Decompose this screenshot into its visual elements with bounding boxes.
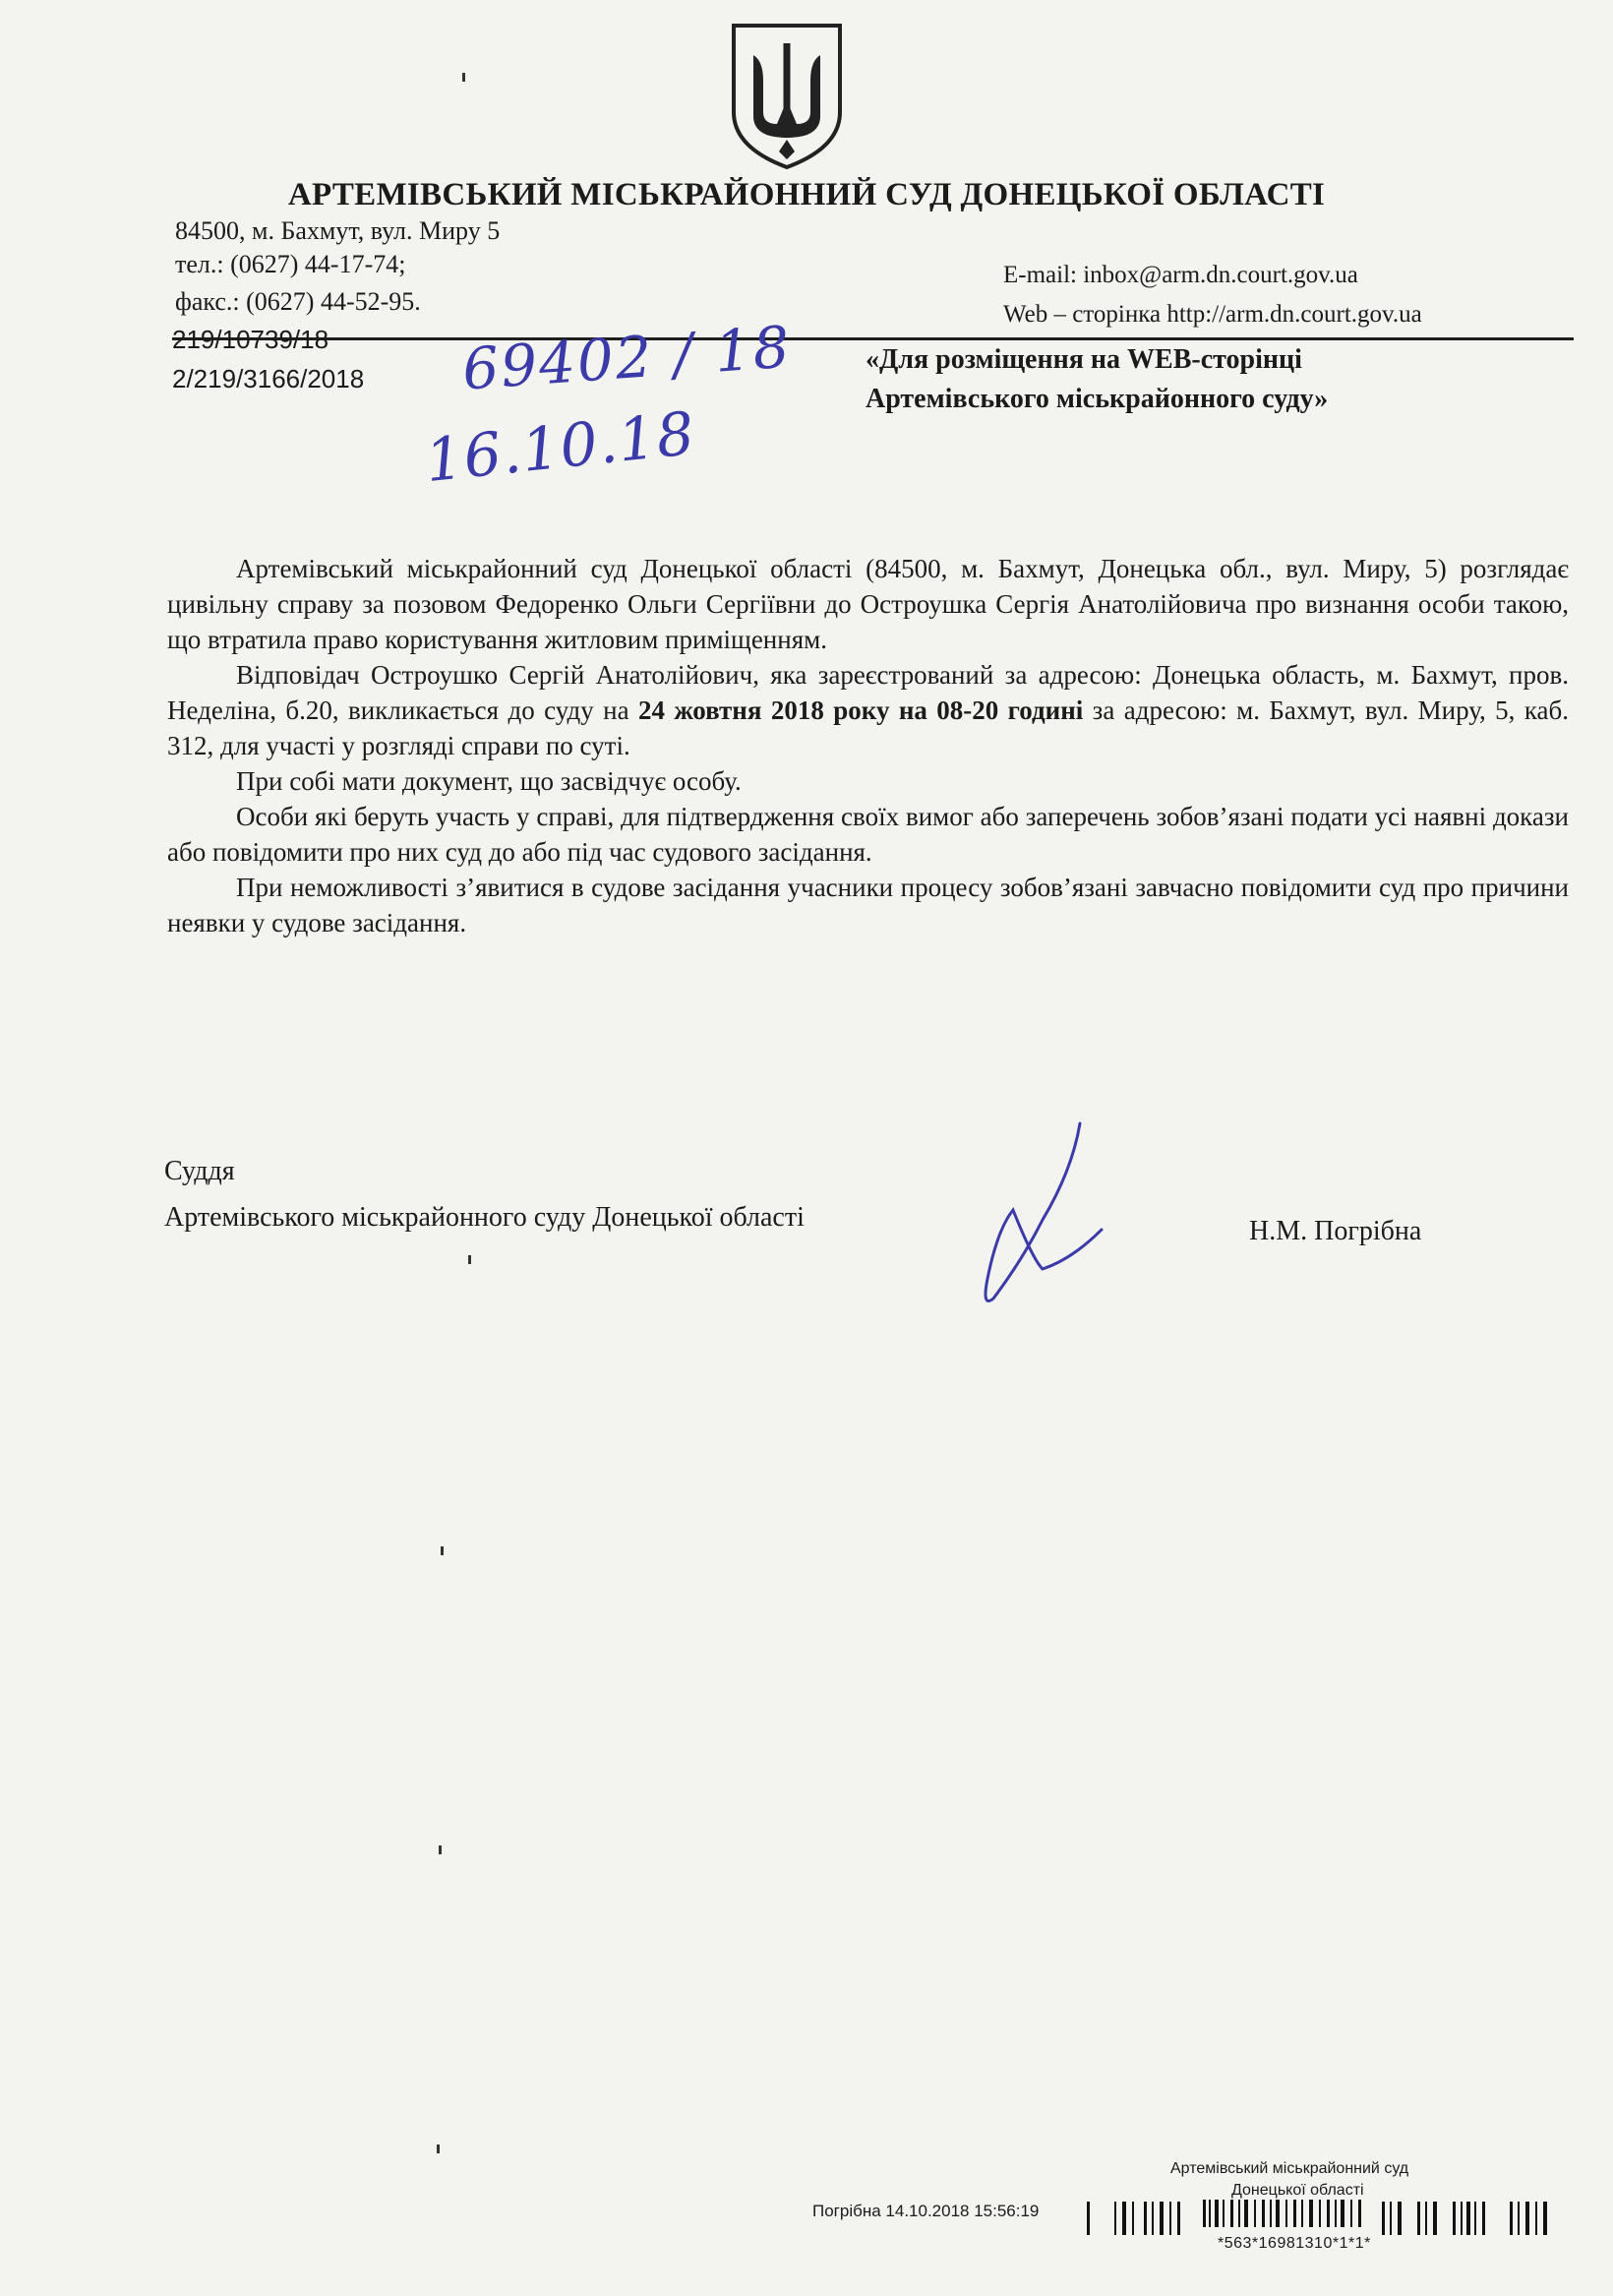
scan-speck — [439, 1845, 442, 1854]
hearing-datetime: 24 жовтня 2018 року на 08-20 годині — [638, 695, 1084, 725]
scan-speck — [462, 73, 465, 82]
proceeding-number: 2/219/3166/2018 — [172, 364, 365, 393]
court-website: Web – сторінка http://arm.dn.court.gov.ua — [1003, 301, 1422, 328]
scan-speck — [468, 1255, 471, 1264]
handwritten-signature — [974, 1112, 1111, 1308]
summons-text-start: Відповідач Остроушко Сергій Анатолійович, яка зареєстрований за адресою: Донецька область, м. Бахмут, пров. Неделіна, б.20, викликається до суду на — [167, 660, 1569, 725]
handwritten-registration-number: 69402 / 18 — [460, 313, 794, 403]
destination-line-1: «Для розміщення на WEB-сторінці — [866, 344, 1302, 375]
destination-line-2: Артемівського міськрайонного суду» — [866, 384, 1329, 414]
scan-speck — [441, 1546, 444, 1555]
destination-note — [866, 340, 1328, 419]
judge-title: Суддя — [164, 1156, 235, 1186]
notice-body — [167, 551, 1569, 940]
judge-name: Н.М. Погрібна — [1249, 1216, 1422, 1246]
footer-registration-stamp: Погрібна 14.10.2018 15:56:19 — [812, 2202, 1040, 2220]
court-phone: тел.: (0627) 44-17-74; — [175, 250, 406, 278]
barcode-icon — [1087, 2200, 1549, 2235]
summons-text-end: за адресою: м. Бахмут, вул. Миру, 5, каб. 312, для участі у розгляді справи по суті. — [167, 695, 1570, 760]
judge-court: Артемівського міськрайонного суду Донецької області — [164, 1202, 805, 1233]
paragraph-summons — [167, 657, 1569, 763]
case-number: 219/10739/18 — [172, 325, 329, 354]
footer-court-line-1: Артемівський міськрайонний суд — [1170, 2160, 1409, 2177]
court-email: E-mail: inbox@arm.dn.court.gov.ua — [1003, 262, 1358, 288]
paragraph-evidence: Особи які беруть участь у справі, для підтвердження своїх вимог або заперечень зобов’язані подати усі наявні докази або повідомити про них суд до або під час судового засідання. — [167, 802, 1569, 867]
court-fax: факс.: (0627) 44-52-95. — [175, 287, 421, 316]
coat-of-arms-icon — [728, 22, 846, 171]
court-title: АРТЕМІВСЬКИЙ МІСЬКРАЙОННИЙ СУД ДОНЕЦЬКОЇ ОБЛАСТІ — [287, 177, 1326, 212]
paragraph-absence: При неможливості з’явитися в судове засідання учасники процесу зобов’язані завчасно повідомити суд про причини неявки у судове засідання. — [167, 873, 1569, 937]
handwritten-date-mark: 16.10.18 — [422, 398, 699, 497]
court-address: 84500, м. Бахмут, вул. Миру 5 — [175, 216, 501, 245]
barcode-text: *563*16981310*1*1* — [1218, 2235, 1371, 2252]
paragraph-case: Артемівський міськрайонний суд Донецької області (84500, м. Бахмут, Донецька обл., вул. Миру, 5) розглядає цивільну справу за позовом Федоренко Ольги Сергіївни до Остроушка Сергія Анатолійовича про визнання особи такою, що втратила право користування житловим приміщенням. — [167, 554, 1569, 654]
scan-speck — [437, 2145, 440, 2153]
footer-court-line-2: Донецької області — [1231, 2182, 1364, 2199]
paragraph-id-document: При собі мати документ, що засвідчує особу. — [236, 766, 742, 796]
